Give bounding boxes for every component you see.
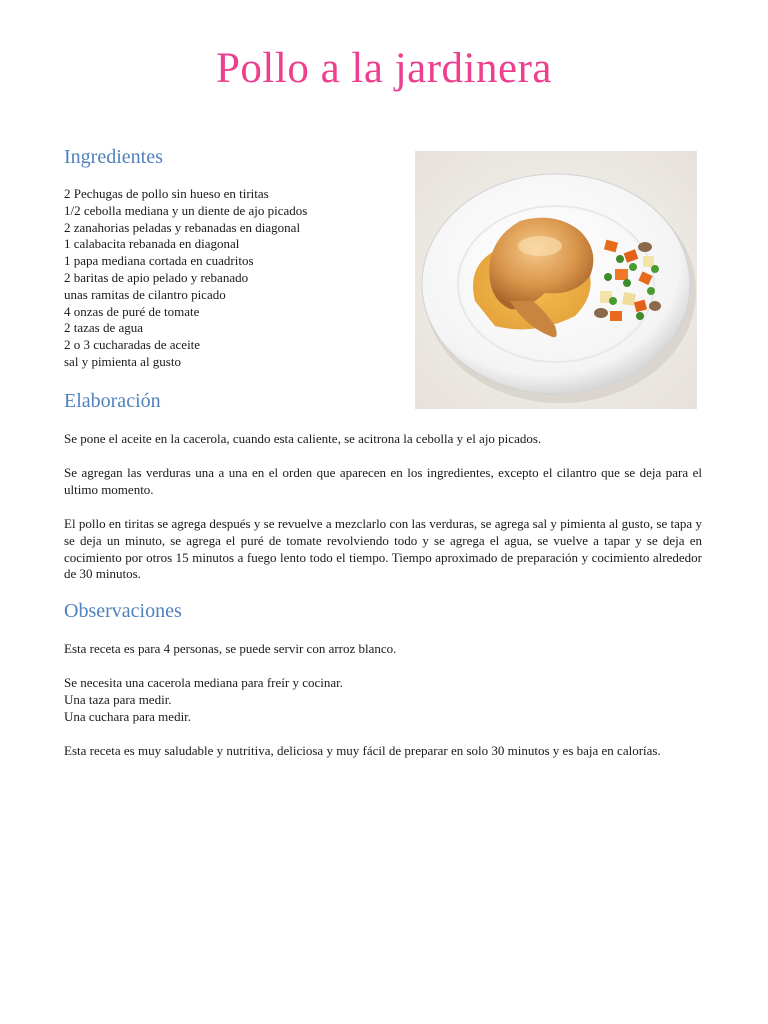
ingredients-heading: Ingredientes: [64, 146, 163, 168]
dish-photo: [415, 151, 697, 409]
observations-line: Una cuchara para medir.: [64, 708, 192, 724]
observations-paragraph: Esta receta es muy saludable y nutritiva, deliciosa y muy fácil de preparar en solo 30 minutos y es baja en calorías.: [64, 743, 661, 758]
ingredient-item: 4 onzas de puré de tomate: [64, 303, 200, 319]
preparation-paragraph: El pollo en tiritas se agrega después y se revuelve a mezclarlo con las verduras, se agrega sal y pimienta al gusto, se tapa y se deja un minuto, se agrega el puré de tomate revolviendo todo y se agrega el agua, se vuelve a tapar y se deja en cocimiento por otros 15 minutos a fuego lento todo el tiempo. Tiempo aproximado de preparación y cocimiento alrededor de 30 minutos.: [64, 516, 702, 582]
preparation-paragraph: Se agregan las verduras una a una en el orden que aparecen en los ingredientes, excepto el cilantro que se deja para el ultimo momento.: [64, 465, 702, 497]
ingredient-item: 2 tazas de agua: [64, 320, 144, 336]
ingredient-item: 1/2 cebolla mediana y un diente de ajo picados: [64, 202, 308, 218]
ingredient-item: 1 calabacita rebanada en diagonal: [64, 236, 240, 252]
ingredient-item: 2 o 3 cucharadas de aceite: [64, 337, 201, 353]
preparation-paragraph: Se pone el aceite en la cacerola, cuando esta caliente, se acitrona la cebolla y el ajo picados.: [64, 431, 542, 446]
ingredient-item: unas ramitas de cilantro picado: [64, 286, 226, 302]
observations-line: Una taza para medir.: [64, 691, 172, 707]
ingredient-item: sal y pimienta al gusto: [64, 353, 181, 369]
page-title: Pollo a la jardinera: [216, 45, 552, 92]
ingredient-item: 2 zanahorias peladas y rebanadas en diagonal: [64, 219, 301, 235]
ingredient-item: 1 papa mediana cortada en cuadritos: [64, 253, 254, 269]
ingredient-item: 2 baritas de apio pelado y rebanado: [64, 269, 249, 285]
observations-paragraph: Esta receta es para 4 personas, se puede servir con arroz blanco.: [64, 641, 397, 656]
preparation-heading: Elaboración: [64, 390, 161, 412]
observations-line: Se necesita una cacerola mediana para freír y cocinar.: [64, 675, 343, 690]
observations-heading: Observaciones: [64, 600, 182, 622]
observations-tools: [64, 675, 702, 725]
ingredient-item: 2 Pechugas de pollo sin hueso en tiritas: [64, 186, 269, 201]
